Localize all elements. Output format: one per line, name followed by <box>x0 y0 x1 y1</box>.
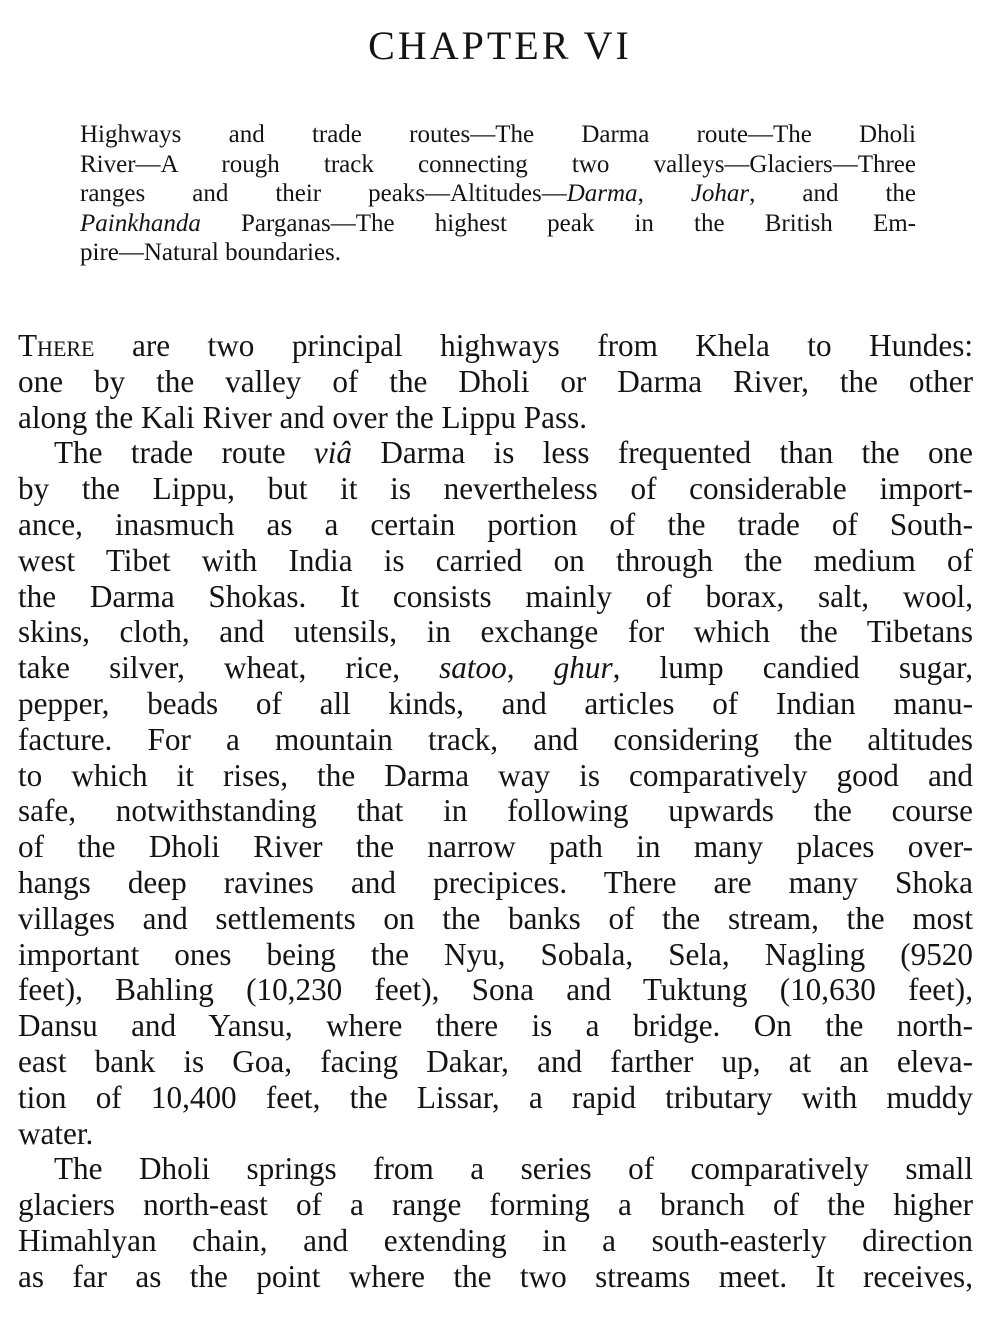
text-run: Highways and trade routes—The Darma route—The Dholi <box>80 121 916 148</box>
body-line <box>18 758 973 794</box>
text-run: hangs deep ravines and precipices. There are many Shoka <box>18 864 973 900</box>
italic-term: Johar <box>690 180 750 207</box>
text-run: River—A rough track connecting two valleys—Glaciers—Three <box>80 150 916 178</box>
text-run: , and the <box>749 180 917 207</box>
body-line <box>18 1008 973 1044</box>
text-run: The Dholi springs from a series of comparatively small <box>54 1151 973 1187</box>
text-run: ranges and their peaks—Altitudes— <box>80 180 567 207</box>
body-line <box>18 328 973 364</box>
italic-term: ghur <box>553 650 613 686</box>
body-line <box>18 400 973 436</box>
text-run: Himahlyan chain, and extending in a south-easterly direction <box>18 1222 973 1258</box>
body-line <box>18 793 973 829</box>
summary-line <box>80 209 916 239</box>
body-line <box>18 614 973 650</box>
text-run: Darma is less frequented than the one <box>352 435 973 471</box>
body-line <box>18 579 973 615</box>
text-run: skins, cloth, and utensils, in exchange for which the Tibetans <box>18 614 973 650</box>
italic-term: Painkhanda <box>80 209 201 237</box>
text-run: of the Dholi River the narrow path in many places over- <box>18 829 973 865</box>
text-run: , lump candied sugar, <box>612 650 973 686</box>
body-text <box>18 328 973 1295</box>
text-run: east bank is Goa, facing Dakar, and farther up, at an eleva- <box>18 1043 973 1079</box>
body-line <box>18 650 973 686</box>
text-run: feet), Bahling (10,230 feet), Sona and Tuktung (10,630 feet), <box>18 972 973 1008</box>
text-run: glaciers north-east of a range forming a branch of the higher <box>18 1187 973 1223</box>
text-run: , <box>506 650 554 686</box>
italic-term: Darma <box>566 180 638 207</box>
body-line <box>18 507 973 543</box>
body-line <box>18 471 973 507</box>
text-run: pire—Natural boundaries. <box>80 239 342 266</box>
text-run: facture. For a mountain track, and considering the altitudes <box>18 721 973 757</box>
text-run: by the Lippu, but it is nevertheless of considerable import- <box>18 471 973 507</box>
text-run: take silver, wheat, rice, <box>18 650 440 686</box>
text-run: tion of 10,400 feet, the Lissar, a rapid tributary with muddy <box>18 1079 973 1115</box>
italic-term: satoo <box>439 650 507 686</box>
summary-line <box>80 179 916 209</box>
text-run: the Darma Shokas. It consists mainly of borax, salt, wool, <box>18 578 973 614</box>
body-line <box>18 1080 973 1116</box>
text-run: safe, notwithstanding that in following upwards the course <box>18 793 973 829</box>
body-line <box>18 937 973 973</box>
text-run: ance, inasmuch as a certain portion of the trade of South- <box>18 506 973 542</box>
body-line <box>18 972 973 1008</box>
italic-term: viâ <box>313 435 353 471</box>
body-line <box>18 901 973 937</box>
body-line <box>18 722 973 758</box>
body-line <box>18 865 973 901</box>
text-run: west Tibet with India is carried on through the medium of <box>18 542 973 578</box>
text-run: along the Kali River and over the Lippu Pass. <box>18 399 588 435</box>
body-line <box>18 1044 973 1080</box>
text-run: water. <box>18 1115 94 1151</box>
text-run: Parganas—The highest peak in the British Em- <box>200 209 916 237</box>
text-run: important ones being the Nyu, Sobala, Sela, Nagling (9520 <box>18 936 973 972</box>
chapter-title: CHAPTER VI <box>368 23 632 68</box>
body-line <box>18 364 973 400</box>
text-run: , <box>637 180 691 207</box>
body-line <box>18 435 973 471</box>
summary-line <box>80 120 916 150</box>
body-line <box>18 686 973 722</box>
body-line <box>18 543 973 579</box>
text-run: one by the valley of the Dholi or Darma River, the other <box>18 363 973 399</box>
summary-line <box>80 238 916 268</box>
text-run: Dansu and Yansu, where there is a bridge. On the north- <box>18 1008 973 1044</box>
body-line <box>18 1187 973 1223</box>
text-run: to which it rises, the Darma way is comparatively good and <box>18 757 973 793</box>
summary-line <box>80 150 916 180</box>
text-run: The trade route <box>54 435 314 471</box>
text-run: as far as the point where the two streams meet. It receives, <box>18 1258 973 1294</box>
small-caps-word: There <box>18 328 95 363</box>
text-run: villages and settlements on the banks of the stream, the most <box>18 900 973 936</box>
text-run: pepper, beads of all kinds, and articles of Indian manu- <box>18 685 973 721</box>
body-line <box>18 1116 973 1152</box>
body-line <box>18 1151 973 1187</box>
chapter-summary <box>80 120 916 268</box>
body-line <box>18 829 973 865</box>
body-line <box>18 1223 973 1259</box>
text-run: are two principal highways from Khela to Hundes: <box>94 328 973 363</box>
body-line <box>18 1259 973 1295</box>
